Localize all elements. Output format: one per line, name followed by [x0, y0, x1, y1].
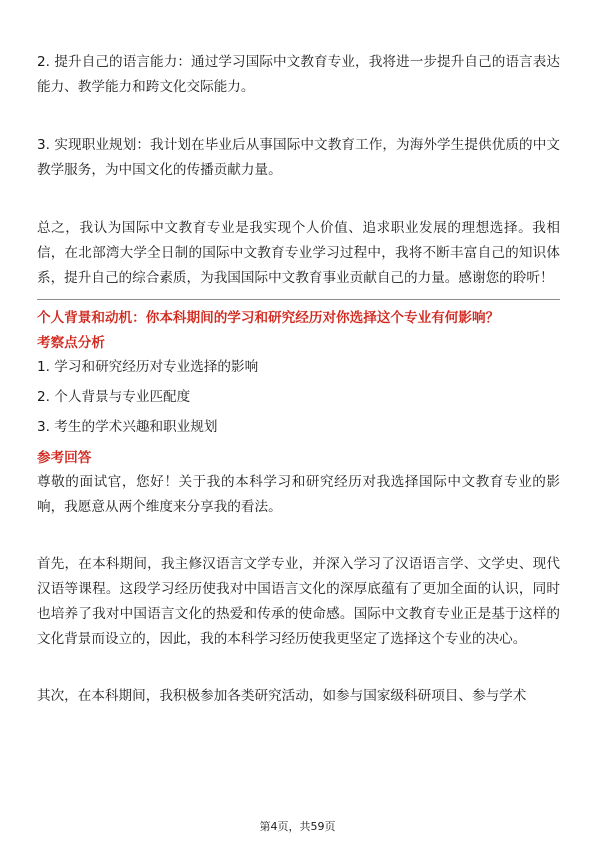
paragraph-career-plan: 3. 实现职业规划：我计划在毕业后从事国际中文教育工作，为海外学生提供优质的中文教学服务，为中国文化的传播贡献力量。 — [37, 137, 560, 178]
spacer — [37, 520, 560, 552]
page-number: 第4页，共59页 — [259, 820, 336, 833]
paragraph-conclusion: 总之，我认为国际中文教育专业是我实现个人价值、追求职业发展的理想选择。我相信，在北部湾大学全日制的国际中文教育专业学习过程中，我将不断丰富自己的知识体系，提升自己的综合素质，为我国国际中文教育事业贡献自己的力量。感谢您的聆听！ — [37, 220, 560, 286]
analysis-point: 2. 个人背景与专业匹配度 — [37, 389, 191, 405]
question-title: 个人背景和动机：你本科期间的学习和研究经历对你选择这个专业有何影响？ — [37, 310, 500, 326]
spacer — [37, 183, 560, 216]
answer-paragraph: 其次，在本科期间，我积极参加各类研究活动，如参与国家级科研项目、参与学术 — [37, 688, 527, 704]
spacer — [37, 100, 560, 133]
paragraph-language-ability: 2. 提升自己的语言能力：通过学习国际中文教育专业，我将进一步提升自己的语言表达能力、教学能力和跨文化交际能力。 — [37, 54, 560, 95]
answer-paragraph: 首先，在本科期间，我主修汉语言文学专业，并深入学习了汉语语言学、文学史、现代汉语等课程。这段学习经历使我对中国语言文化的深厚底蕴有了更加全面的认识，同时也培养了我对中国语言文化的热爱和传承的使命感。国际中文教育专业正是基于这样的文化背景而设立的，因此，我的本科学习经历使我更坚定了选择这个专业的决心。 — [37, 556, 560, 647]
analysis-heading: 考察点分析 — [37, 335, 105, 351]
analysis-point: 1. 学习和研究经历对专业选择的影响 — [37, 359, 259, 375]
analysis-point: 3. 考生的学术兴趣和职业规划 — [37, 419, 218, 435]
section-divider — [37, 299, 560, 300]
answer-paragraph: 尊敬的面试官，您好！关于我的本科学习和研究经历对我选择国际中文教育专业的影响，我愿意从两个维度来分享我的看法。 — [37, 474, 560, 515]
spacer — [37, 652, 560, 684]
answer-heading: 参考回答 — [37, 450, 92, 466]
document-page — [37, 50, 560, 709]
